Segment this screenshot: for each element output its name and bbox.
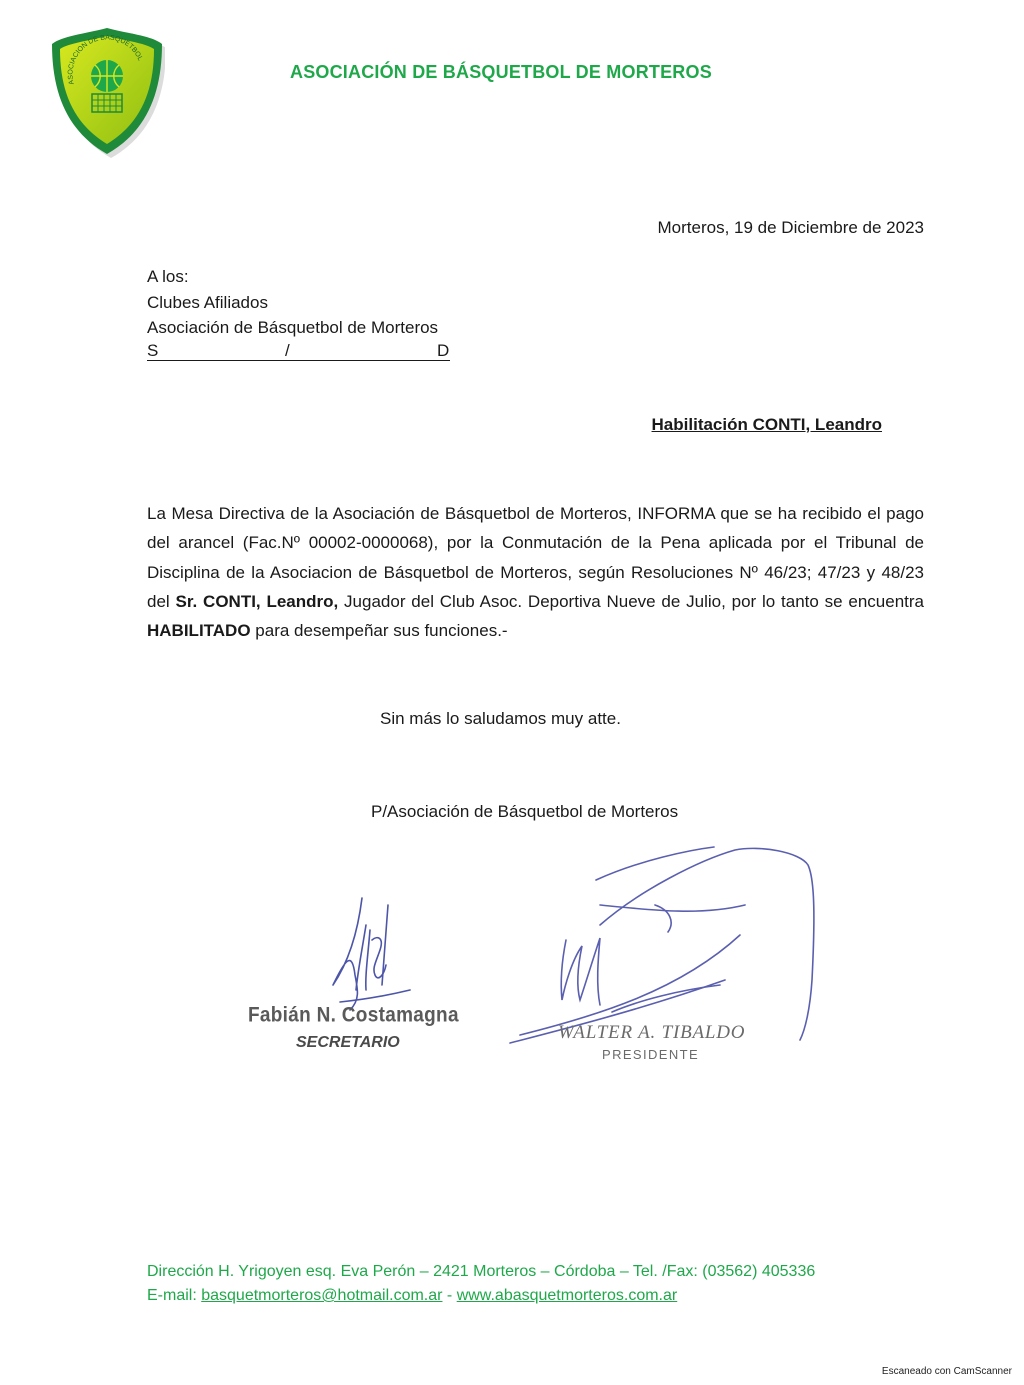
body-bold-status: HABILITADO [147, 621, 251, 641]
footer-address: Dirección H. Yrigoyen esq. Eva Perón – 2421 Morteros – Córdoba – Tel. /Fax: (03562) 405336 [147, 1263, 816, 1280]
email-link[interactable]: basquetmorteros@hotmail.com.ar [201, 1287, 443, 1304]
signature-secretary [333, 898, 410, 1010]
scanner-watermark: Escaneado con CamScanner [881, 1366, 1012, 1377]
logo-arc-text: ASOCIACION DE BASQUETBOL [67, 34, 144, 86]
for-organization-line: P/Asociación de Básquetbol de Morteros [371, 802, 679, 821]
addressee-line-3: Asociación de Básquetbol de Morteros [147, 318, 439, 337]
organization-title: ASOCIACIÓN DE BÁSQUETBOL DE MORTEROS [290, 62, 712, 82]
footer-contact [147, 1284, 815, 1308]
sd-d: D [437, 340, 450, 360]
president-role: PRESIDENTE [602, 1047, 700, 1062]
body-paragraph [147, 499, 924, 645]
addressee-block [147, 264, 450, 361]
subject-line: Habilitación CONTI, Leandro [651, 415, 882, 434]
addressee-line-2: Clubes Afiliados [147, 292, 268, 312]
closing-line: Sin más lo saludamos muy atte. [380, 709, 621, 728]
date-line: Morteros, 19 de Diciembre de 2023 [657, 218, 924, 237]
president-name: WALTER A. TIBALDO [558, 1022, 746, 1043]
body-bold-name: Sr. CONTI, Leandro, [175, 591, 339, 611]
body-part-3: para desempeñar sus funciones.- [250, 621, 508, 641]
secretary-name: Fabián N. Costamagna [248, 1003, 459, 1027]
sd-s: S [147, 340, 159, 360]
website-link[interactable]: www.abasquetmorteros.com.ar [456, 1287, 678, 1304]
signature-president [510, 847, 814, 1043]
body-part-2: Jugador del Club Asoc. Deportiva Nueve de Julio, por lo tanto se encuentra [338, 591, 924, 611]
footer-separator: - [442, 1287, 457, 1304]
addressee-line-1: A los: [147, 267, 189, 286]
footer [147, 1260, 815, 1308]
association-logo [50, 24, 165, 159]
body-part-1: La Mesa Directiva de la Asociación de Básquetbol de Morteros, INFORMA que se ha recibido el pago del arancel (Fac.Nº 00002-0000068), por la Conmutación de la Pena aplicada por el Tribunal de Disciplina de la Asociacion de Básquetbol de Morteros, según Resoluciones Nº 46/23; 47/23 y 48/23 del [147, 504, 924, 611]
footer-email-label: E-mail: [147, 1287, 202, 1304]
secretary-role: SECRETARIO [296, 1034, 400, 1051]
sd-slash: / [285, 340, 290, 360]
sd-line [147, 341, 450, 361]
